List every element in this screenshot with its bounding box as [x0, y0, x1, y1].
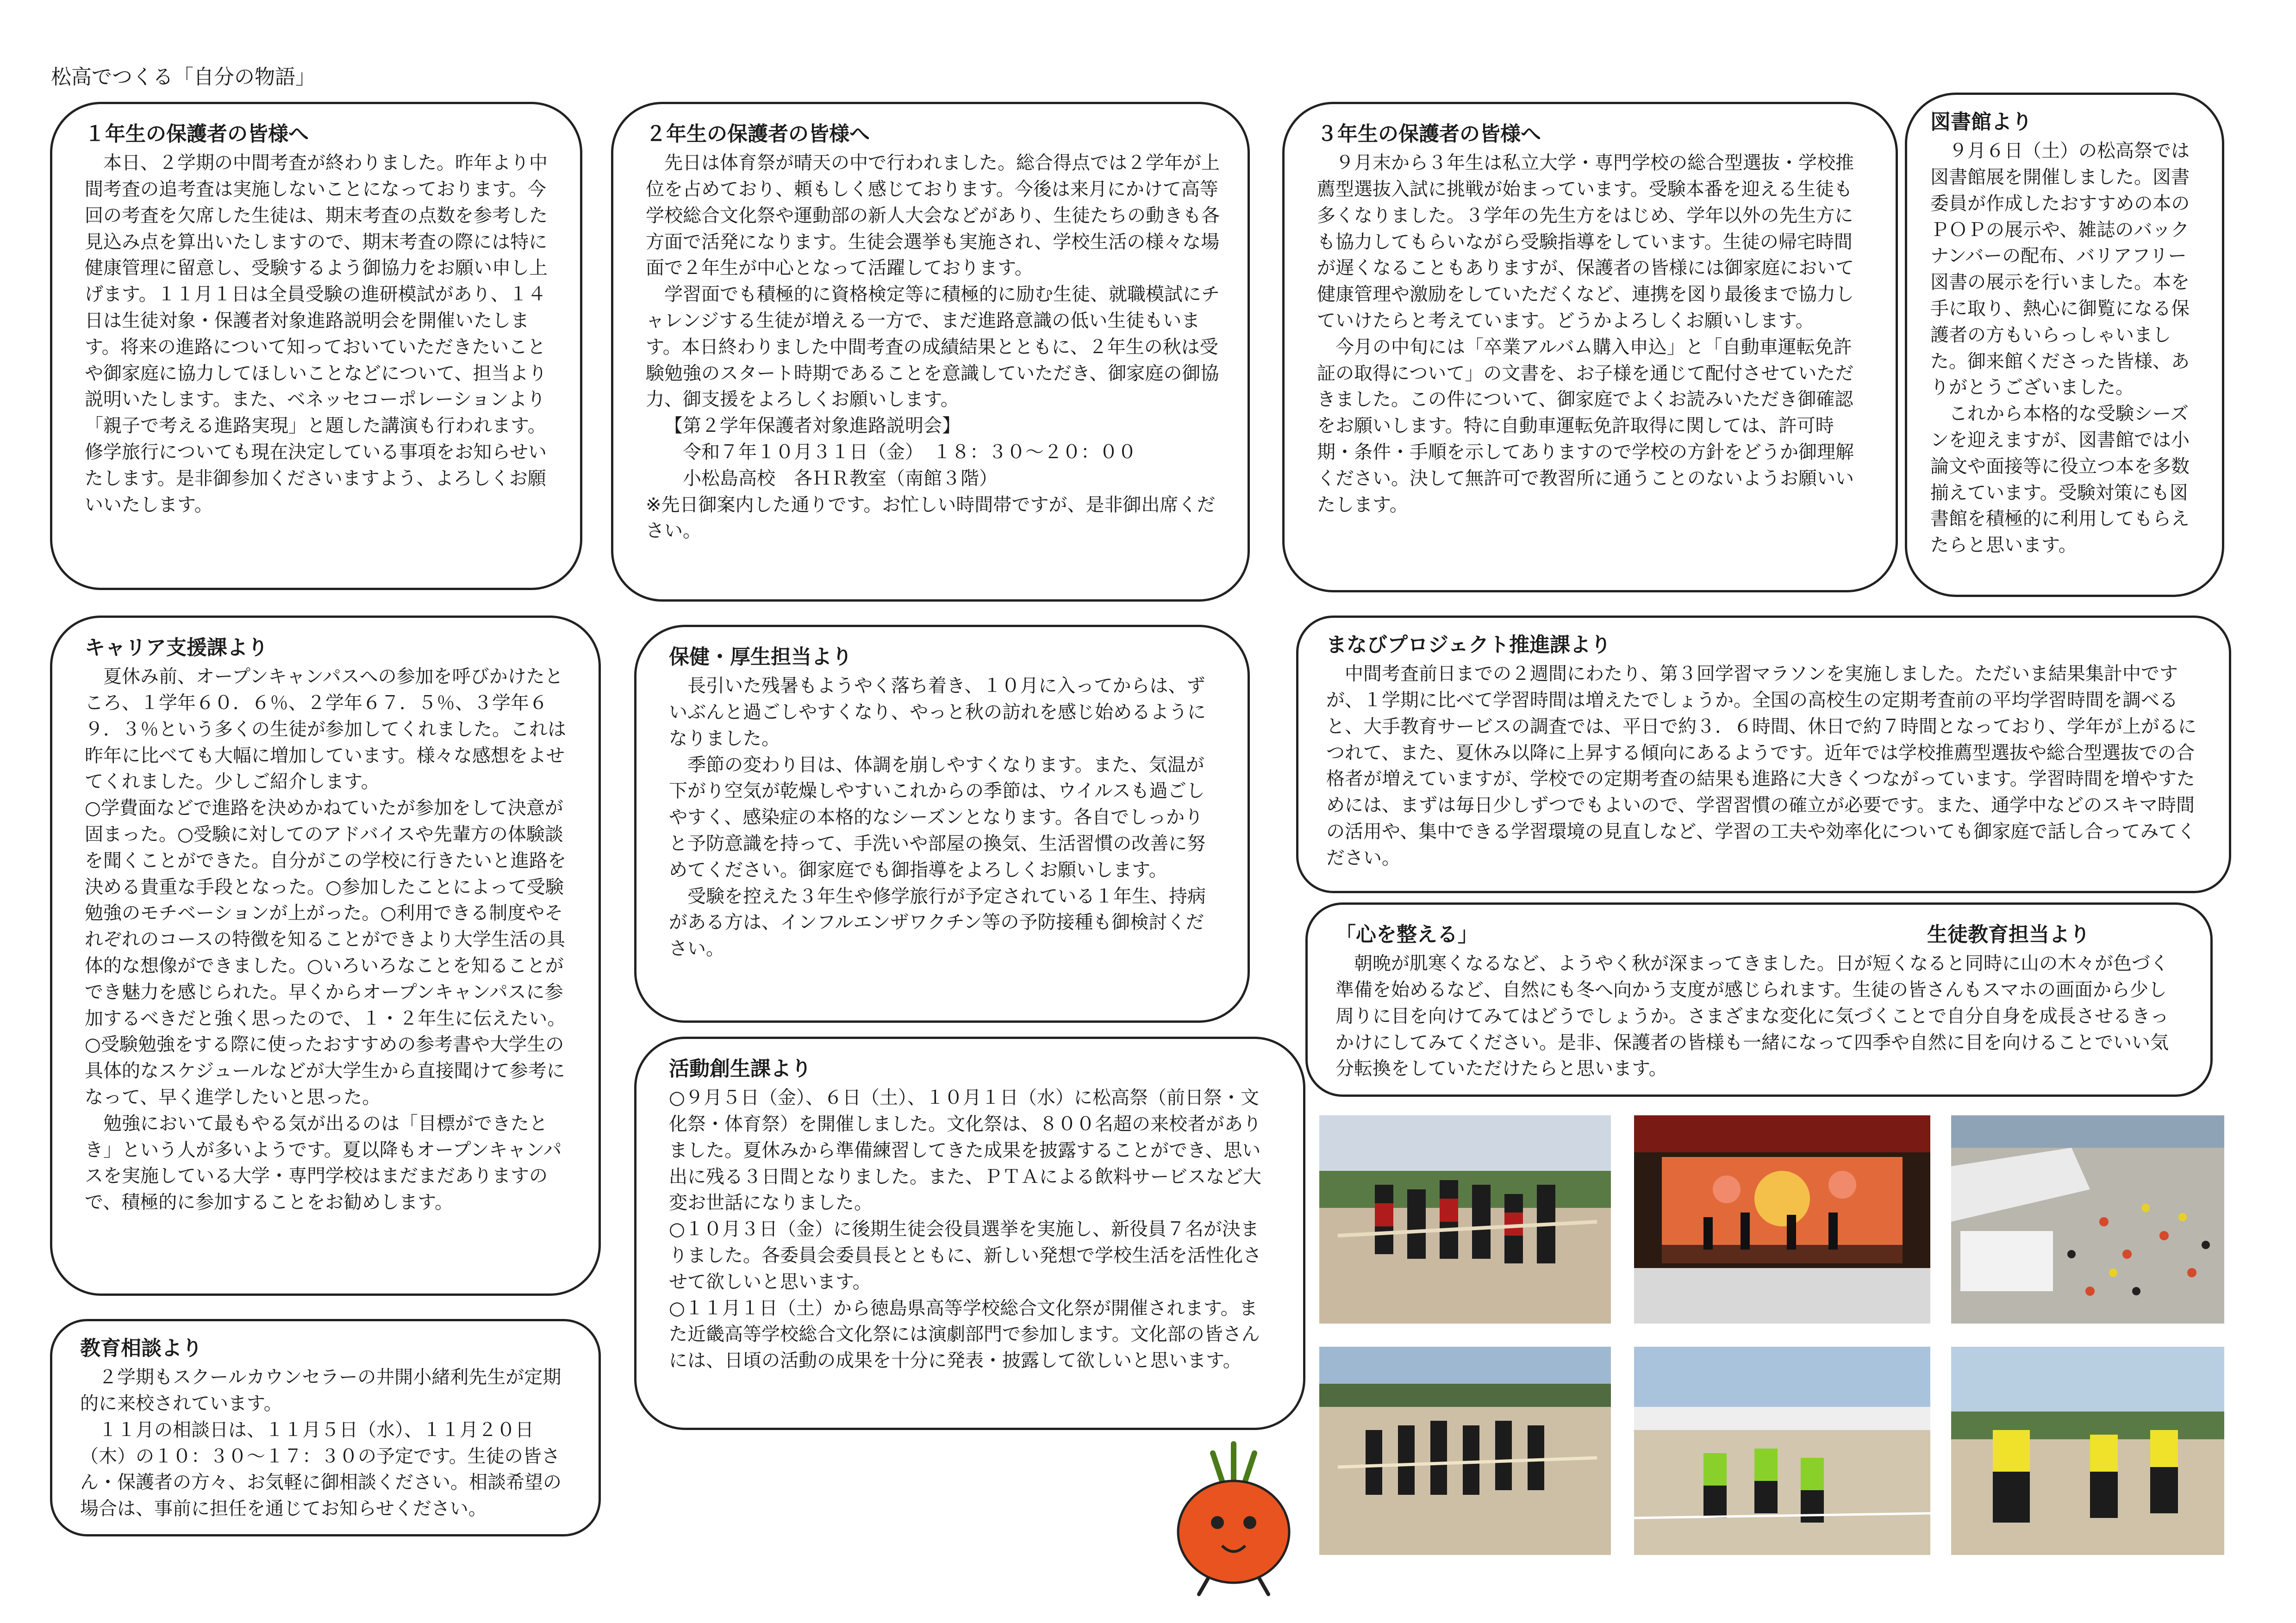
library-title: 図書館より	[1930, 110, 2032, 134]
tug-of-war-photo	[1319, 1347, 1611, 1555]
kokoro-subtitle: 生徒教育担当より	[1927, 923, 2090, 946]
career-paragraph: 夏休み前、オープンキャンパスへの参加を呼びかけたところ、１学年６０．６％、２学年６７．５％、３学年６９．３％という多くの生徒が参加してくれました。これは昨年に比べても大幅に増加しています。様々な感想をよせてくれました。少しご紹介します。	[85, 666, 566, 793]
counsel-paragraph: ２学期もスクールカウンセラーの井開小緒利先生が定期的に来校されています。	[80, 1367, 562, 1414]
library-box	[1905, 93, 2224, 597]
kokoro-title: 「心を整える」	[1335, 923, 1478, 946]
career-box	[50, 616, 601, 1296]
library-paragraph: ９月６日（土）の松高祭では図書館展を開催しました。図書委員が作成したおすすめの本のＰＯＰの展示や、雑誌のバックナンバーの配布、バリアフリー図書の展示を行いました。本を手に取り、熱心に御覧になる保護者の方もいらっしゃいました。御来館くださった皆様、ありがとうございました。	[1930, 140, 2190, 398]
grade2-event-place: 小松島高校 各ＨＲ教室（南館３階）	[683, 467, 998, 489]
kokoro-paragraph: 朝晩が肌寒くなるなど、ようやく秋が深まってきました。日が短くなると同時に山の木々が色づく準備を始めるなど、自然にも冬へ向かう支度が感じられます。生徒の皆さんもスマホの画面から少し周りに目を向けてみてはどうでしょうか。さまざまな変化に気づくことで自分自身を成長させるきっかけにしてみてください。是非、保護者の皆様も一緒になって四季や自然に目を向けることでいい気分転換をしていただけたらと思います。	[1335, 953, 2169, 1080]
relay-race-photo	[1634, 1347, 1930, 1555]
grade2-note: ※先日御案内した通りです。お忙しい時間帯ですが、是非御出席ください。	[646, 494, 1216, 542]
career-paragraph: 勉強において最もやる気が出るのは「目標ができたとき」という人が多いようです。夏以降もオープンキャンパスを実施している大学・専門学校はまだまだありますので、積極的に参加することをお勧めします。	[85, 1113, 562, 1213]
grade1-box	[50, 102, 582, 590]
schoolyard-aerial-photo	[1951, 1115, 2224, 1324]
kokoro-box	[1305, 902, 2213, 1097]
tug-of-war-photo	[1319, 1115, 1611, 1324]
health-paragraph: 長引いた残暑もようやく落ち着き、１０月に入ってからは、ずいぶんと過ごしやすくなり、やっと秋の訪れを感じ始めるようになりました。	[669, 675, 1206, 749]
manabi-paragraph: 中間考査前日までの２週間にわたり、第３回学習マラソンを実施しました。ただいま結果集計中ですが、１学期に比べて学習時間は増えたでしょうか。全国の高校生の定期考査前の平均学習時間を調べると、大手教育サービスの調査では、平日で約３．６時間、休日で約７時間となっており、学年が上がるにつれて、また、夏休み以降に上昇する傾向にあるようです。近年では学校推薦型選抜や総合型選抜での合格者が増えていますが、学校での定期考査の結果も進路に大きくつながっています。学習時間を増やすためには、まずは毎日少しずつでもよいので、学習習慣の確立が必要です。また、通学中などのスキマ時間の活用や、集中できる学習環境の見直しなど、学習の工夫や効率化についても御家庭で話し合ってみてください。	[1326, 663, 2196, 869]
health-box	[634, 625, 1250, 1023]
counsel-box	[50, 1319, 601, 1536]
grade2-event	[646, 413, 1220, 491]
manabi-box	[1296, 616, 2231, 893]
health-title: 保健・厚生担当より	[669, 645, 852, 669]
running-race-photo	[1951, 1347, 2224, 1555]
activity-paragraph: ○１０月３日（金）に後期生徒会役員選挙を実施し、新役員７名が決まりました。各委員会委員長とともに、新しい発想で学校生活を活性化させて欲しいと思います。	[669, 1219, 1261, 1293]
grade2-event-title: 【第２学年保護者対象進路説明会】	[664, 415, 961, 437]
grade3-title: ３年生の保護者の皆様へ	[1317, 122, 1541, 146]
activity-paragraph: ○９月５日（金）、６日（土）、１０月１日（水）に松高祭（前日祭・文化祭・体育祭）を開催しました。文化祭は、８００名超の来校者がありました。夏休みから準備練習してきた成果を披露することができ、思い出に残る３日間となりました。また、ＰＴＡによる飲料サービスなど大変お世話になりました。	[669, 1087, 1261, 1214]
grade1-paragraph: 本日、２学期の中間考査が終わりました。昨年より中間考査の追考査は実施しないことになっております。今回の考査を欠席した生徒は、期末考査の点数を参考した見込み点を算出いたしますので、期末考査の際には特に健康管理に留意し、受験するよう御協力をお願い申し上げます。１１月１日は全員受験の進研模試があり、１４日は生徒対象・保護者対象進路説明会を開催いたします。将来の進路について知っておいていただきたいことや御家庭に協力してほしいことなどについて、担当より説明いたします。また、ベネッセコーポレーションより「親子で考える進路実現」と題した講演も行われます。修学旅行についても現在決定している事項をお知らせいたします。是非御参加くださいますよう、よろしくお願いいたします。	[85, 152, 548, 516]
career-title: キャリア支援課より	[85, 636, 268, 659]
activity-box	[634, 1037, 1305, 1430]
activity-paragraph: ○１１月１日（土）から徳島県高等学校総合文化祭が開催されます。また近畿高等学校総合文化祭には演劇部門で参加します。文化部の皆さんには、日頃の活動の成果を十分に発表・披露して欲しいと思います。	[669, 1297, 1260, 1372]
health-paragraph: 季節の変わり目は、体調を崩しやすくなります。また、気温が下がり空気が乾燥しやすいこれからの季節は、ウイルスも過ごしやすく、感染症の本格的なシーズンとなります。各自でしっかりと予防意識を持って、手洗いや部屋の換気、生活習慣の改善に努めてください。御家庭でも御指導をよろしくお願いします。	[669, 754, 1206, 881]
grade2-paragraph: 学習面でも積極的に資格検定等に積極的に励む生徒、就職模試にチャレンジする生徒が増える一方で、まだ進路意識の低い生徒もいます。本日終わりました中間考査の成績結果とともに、２年生の秋は受験勉強のスタート時期であることを意識していただき、御家庭の御協力、御支援をよろしくお願いします。	[646, 284, 1220, 410]
grade2-event-date: 令和７年１０月３１日（金） １８：３０～２０：００	[683, 441, 1136, 463]
header-title: 松高でつくる「自分の物語」	[51, 65, 316, 89]
grade3-paragraph: 今月の中旬には「卒業アルバム購入申込」と「自動車運転免許証の取得について」の文書を、お子様を通じて配付させていただきました。この件について、御家庭でよくお読みいただき御確認をお願いします。特に自動車運転免許取得に関しては、許可時期・条件・手順を示してありますので学校の方針をどうか御理解ください。決して無許可で教習所に通うことのないようお願いいたします。	[1317, 336, 1854, 516]
manabi-title: まなびプロジェクト推進課より	[1326, 633, 1611, 657]
counsel-paragraph: １１月の相談日は、１１月５日（水）、１１月２０日（木）の１０：３０～１７：３０の予定です。生徒の皆さん・保護者の方々、お気軽に御相談ください。相談希望の場合は、事前に担任を通じてお知らせください。	[80, 1419, 562, 1520]
grade2-title: ２年生の保護者の皆様へ	[646, 122, 870, 146]
counsel-title: 教育相談より	[80, 1337, 202, 1360]
mascot-icon	[1167, 1439, 1301, 1597]
career-paragraph: ○学費面などで進路を決めかねていたが参加をして決意が固まった。○受験に対してのアドバイスや先輩方の体験談を聞くことができた。自分がこの学校に行きたいと進路を決める貴重な手段となった。○参加したことによって受験勉強のモチベーションが上がった。○利用できる制度やそれぞれのコースの特徴を知ることができより大学生活の具体的な想像ができました。○いろいろなことを知ることができ魅力を感じられた。早くからオープンキャンパスに参加するべきだと強く思ったので、１・２年生に伝えたい。○受験勉強をする際に使ったおすすめの参考書や大学生の具体的なスケジュールなどが大学生から直接聞けて参考になって、早く進学したいと思った。	[85, 797, 566, 1108]
grade1-title: １年生の保護者の皆様へ	[85, 122, 309, 146]
health-paragraph: 受験を控えた３年生や修学旅行が予定されている１年生、持病がある方は、インフルエンザワクチン等の予防接種も御検討ください。	[669, 885, 1206, 960]
grade3-box	[1282, 102, 1898, 592]
activity-title: 活動創生課より	[669, 1057, 811, 1081]
grade2-box	[611, 102, 1250, 602]
grade2-paragraph: 先日は体育祭が晴天の中で行われました。総合得点では２学年が上位を占めており、頼もしく感じております。今後は来月にかけて高等学校総合文化祭や運動部の新人大会などがあり、生徒たちの動きも各方面で活発になります。生徒会選挙も実施され、学校生活の様々な場面で２年生が中心となって活躍しております。	[646, 152, 1220, 279]
library-paragraph: これから本格的な受験シーズンを迎えますが、図書館では小論文や面接等に役立つ本を多数揃えています。受験対策にも図書館を積極的に利用してもらえたらと思います。	[1930, 403, 2190, 556]
grade3-paragraph: ９月末から３年生は私立大学・専門学校の総合型選抜・学校推薦型選抜入試に挑戦が始まっています。受験本番を迎える生徒も多くなりました。３学年の先生方をはじめ、学年以外の先生方にも協力してもらいながら受験指導をしています。生徒の帰宅時間が遅くなることもありますが、保護者の皆様には御家庭において健康管理や激励をしていただくなど、連携を図り最後まで協力していけたらと考えています。どうかよろしくお願いします。	[1317, 152, 1854, 331]
stage-performance-photo	[1634, 1115, 1930, 1324]
